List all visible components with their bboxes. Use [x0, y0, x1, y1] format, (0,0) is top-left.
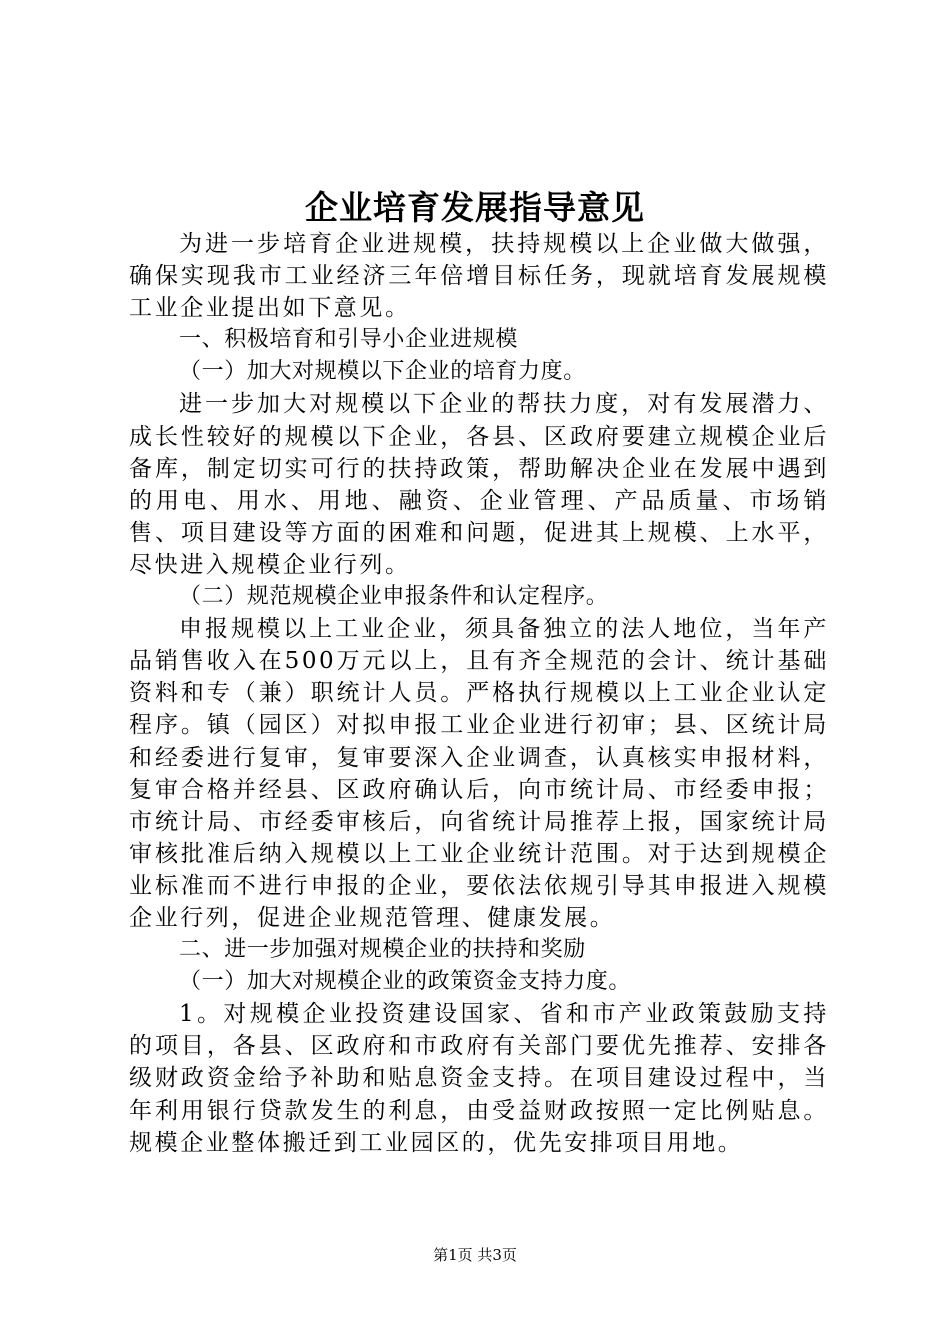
- body-paragraph: 1。对规模企业投资建设国家、省和市产业政策鼓励支持的项目，各县、区政府和市政府有关部门要优先推荐、安排各级财政资金给予补助和贴息资金支持。在项目建设过程中，当年利用银行贷款发生的利息，由受益财政按照一定比例贴息。规模企业整体搬迁到工业园区的，优先安排项目用地。: [129, 1001, 829, 1156]
- subsection-heading-1-1: （一）加大对规模以下企业的培育力度。: [179, 359, 586, 385]
- page-number-footer: 第1页 共3页: [433, 1246, 517, 1264]
- document-body: [129, 228, 829, 1159]
- document-title: 企业培育发展指导意见: [305, 188, 645, 227]
- section-heading-2: 二、进一步加强对规模企业的扶持和奖励: [179, 937, 586, 963]
- subsection-heading-1-2: （二）规范规模企业申报条件和认定程序。: [179, 584, 609, 610]
- body-paragraph: 申报规模以上工业企业，须具备独立的法人地位，当年产品销售收入在500万元以上，且有齐全规范的会计、统计基础资料和专（兼）职统计人员。严格执行规模以上工业企业认定程序。镇（园区）对拟申报工业企业进行初审；县、区统计局和经委进行复审，复审要深入企业调查，认真核实申报材料，复审合格并经县、区政府确认后，向市统计局、市经委申报；市统计局、市经委审核后，向省统计局推荐上报，国家统计局审核批准后纳入规模以上工业企业统计范围。对于达到规模企业标准而不进行申报的企业，要依法依规引导其申报进入规模企业行列，促进企业规范管理、健康发展。: [129, 616, 829, 931]
- subsection-heading-2-1: （一）加大对规模企业的政策资金支持力度。: [179, 969, 632, 995]
- body-paragraph: 进一步加大对规模以下企业的帮扶力度，对有发展潜力、成长性较好的规模以下企业，各县、区政府要建立规模企业后备库，制定切实可行的扶持政策，帮助解决企业在发展中遇到的用电、用水、用地、融资、企业管理、产品质量、市场销售、项目建设等方面的困难和问题，促进其上规模、上水平，尽快进入规模企业行列。: [129, 391, 829, 578]
- intro-paragraph: 为进一步培育企业进规模，扶持规模以上企业做大做强，确保实现我市工业经济三年倍增目标任务，现就培育发展规模工业企业提出如下意见。: [129, 231, 829, 322]
- section-heading-1: 一、积极培育和引导小企业进规模: [179, 327, 519, 353]
